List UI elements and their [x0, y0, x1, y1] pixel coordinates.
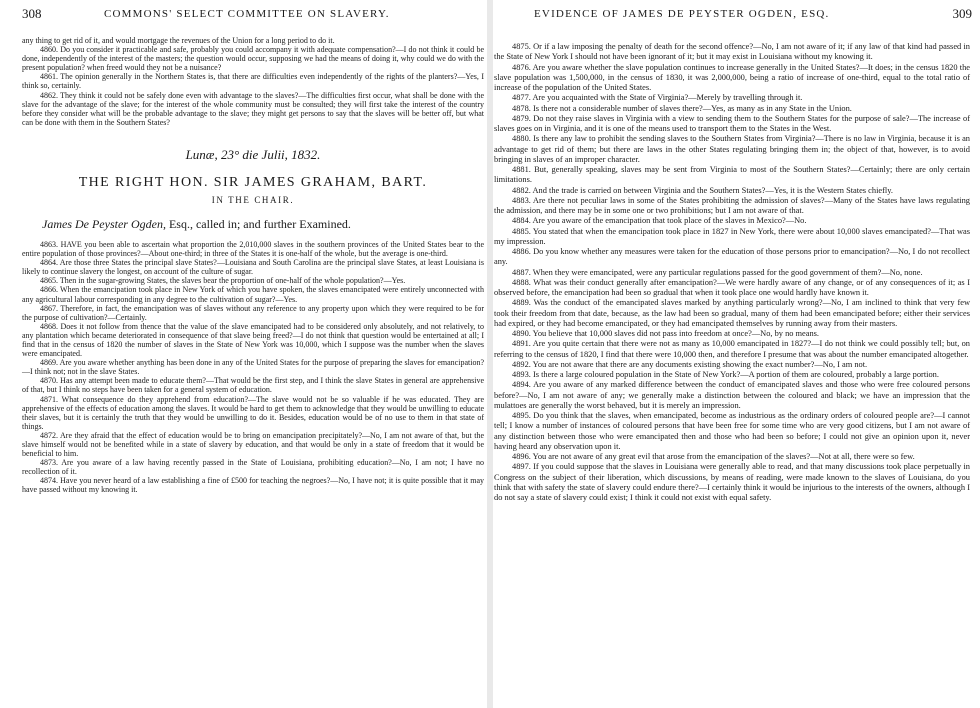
evidence-paragraph: 4878. Is there not a considerable number of slaves there?—Yes, as many as in any State in the Union. [512, 103, 852, 113]
evidence-paragraph: 4873. Are you aware of a law having recently passed in the State of Louisiana, prohibiting education?—No, I am not; I have no recollection of it. [22, 458, 484, 477]
evidence-paragraph: 4870. Has any attempt been made to educate them?—That would be the first step, and I think the slave States in general are apprehensive of that, but I think no steps have been taken for a general system of education. [22, 376, 484, 395]
left-top-paragraph: any thing to get rid of it, and would mortgage the revenues of the Union for a long period to do it. [22, 36, 335, 45]
evidence-paragraph: 4887. When they were emancipated, were any particular regulations passed for the good government of them?—No, none. [512, 267, 923, 277]
witness-called-in: Esq., called in; and further Examined. [168, 216, 351, 231]
chairman-name: THE RIGHT HON. SIR JAMES GRAHAM, BART. [78, 174, 428, 190]
right-running-head [492, 0, 980, 22]
in-the-chair-label: IN THE CHAIR. [211, 194, 295, 205]
evidence-paragraph: 4891. Are you quite certain that there were not as many as 10,000 emancipated in 1827?—I do not think we could possibly tell; but, on referring to the census of 1820, I find that there were 10,000 then, and therefore I presume that was about the number emancipated altogether. [494, 339, 970, 359]
session-heading [22, 147, 484, 205]
evidence-paragraph: 4875. Or if a law imposing the penalty of death for the second offence?—No, I am not aware of it; if any law of that kind had passed in the State of New York I should not have been ignorant of it; but it may exist in Louisiana without my knowing it. [494, 42, 970, 62]
evidence-paragraph: 4865. Then in the sugar-growing States, the slaves bear the proportion of one-half of the whole population?—Yes. [40, 276, 406, 286]
evidence-paragraph: 4883. Are there not peculiar laws in some of the States prohibiting the admission of slaves?—Many of the States have laws regulating the admission, and there may be in some one or two prohibitions; but I am not aware of that. [494, 195, 970, 215]
evidence-paragraph: 4895. Do you think that the slaves, when emancipated, become as industrious as the ordinary orders of coloured people are?—I cannot tell; I know a number of instances of coloured persons that have been free for some time who are very good citizens, but I am not aware of any distinction between those who were emancipated then and those who had been so before; I could not give an opinion upon it, never having heard any observation upon it. [494, 411, 970, 451]
left-running-head [0, 0, 488, 22]
evidence-paragraph: 4886. Do you know whether any measures were taken for the education of those persons prior to emancipation?—No, I do not recollect any. [494, 247, 970, 267]
evidence-paragraph: 4882. And the trade is carried on between Virginia and the Southern States?—Yes, it is the Western States chiefly. [512, 185, 893, 195]
left-page-number: 308 [22, 6, 42, 21]
evidence-paragraph: 4888. What was their conduct generally after emancipation?—We were hardly aware of any change, or of any consequences of it; as I observed before, the emancipation had been so gradual that when it took place one would hardly have known it. [494, 277, 970, 297]
witness-name: James De Peyster Ogden, [42, 216, 166, 231]
left-top-paragraph: 4861. The opinion generally in the Northern States is, that there are difficulties even independently of the rights of the planters?—Yes, I think so, certainly. [22, 72, 484, 91]
evidence-paragraph: 4892. You are not aware that there are any documents existing showing the exact number?—No, I am not. [512, 359, 868, 369]
evidence-paragraph: 4890. You believe that 10,000 slaves did not pass into freedom at once?—No, by no means. [512, 329, 820, 338]
evidence-paragraph: 4893. Is there a large coloured population in the State of New York?—A portion of them are coloured, probably a large portion. [512, 370, 939, 379]
evidence-paragraph: 4866. When the emancipation took place in New York of which you have spoken, the slaves emancipated were entirely unconnected with any agricultural labour corresponding in any degree to the cultivation of sugar?—Yes. [22, 285, 484, 304]
left-top-paragraph: 4860. Do you consider it practicable and safe, probably you could accompany it with adequate compensation?—I do not think it could be done, independently of the interest of the masters; the question would occur, supposing we had the means of doing it, why could we do with the present population? when freed would they not be a nuisance? [22, 45, 484, 73]
evidence-paragraph: 4872. Are they afraid that the effect of education would be to bring on emancipation precipitately?—No, I am not aware of that, but the slave himself would not be benefited while in a state of slavery by education, and that would be only in a state of freedom that it would be beneficial to him. [22, 430, 484, 459]
evidence-paragraph: 4896. You are not aware of any great evil that arose from the emancipation of the slaves?—Not at all, there were so few. [512, 452, 915, 461]
session-date: Lunæ, 23° die Julii, 1832. [185, 146, 321, 162]
evidence-paragraph: 4867. Therefore, in fact, the emancipation was of slaves without any reference to any property upon which they were required to be for the purpose of cultivation?—Certainly. [22, 303, 484, 322]
evidence-paragraph: 4871. What consequence do they apprehend from education?—The slave would not be so valuable if he was educated. They are apprehensive of the effects of education among the slaves. It would be hard to get them to acknowledge that they would be unwilling to educate their slaves, but it is certainly the truth that they would be unwilling to do it. Besides, education would be of no use to them in that state of things. [22, 394, 484, 431]
evidence-paragraph: 4869. Are you aware whether anything has been done in any of the United States for the purpose of preparing the slaves for emancipation?—I think not; not in the slave States. [22, 358, 484, 377]
evidence-paragraph: 4876. Are you aware whether the slave population continues to increase generally in the United States?—It does; in the census 1820 the slave population was 1,500,000, in the census of 1830, it was 2,000,000, being a ratio of increase of one-third, equal to the total ratio of increase of the population of the United States. [494, 62, 970, 92]
evidence-paragraph: 4877. Are you acquainted with the State of Virginia?—Merely by travelling through it. [512, 93, 803, 103]
evidence-paragraph: 4880. Is there any law to prohibit the sending slaves to the Southern States from Virginia?—There is no law in Virginia, because it is an advantage to get rid of them; but there are laws in the other States regulating bringing them in; the object of that, however, is to avoid bringing in slaves of an improper character. [494, 134, 970, 164]
evidence-paragraph: 4874. Have you never heard of a law establishing a fine of £500 for teaching the negroes?—No, I have not; it is quite possible that it may have passed without my knowing it. [22, 476, 484, 495]
right-page-body [492, 42, 980, 503]
left-running-title: COMMONS' SELECT COMMITTEE ON SLAVERY. [104, 8, 390, 20]
evidence-paragraph: 4864. Are those three States the principal slave States?—Louisiana and South Carolina are the principal slave States, at least Louisiana is likely to continue slavery the longest, on account of the culture of sugar. [22, 258, 484, 277]
left-top-paragraph: 4862. They think it could not be safely done even with advantage to the slaves?—The difficulties first occur, what shall be done with the slave for the advantage of the slave; for the interest of the whole community must be consulted; they will first take the interest of the country before they consider what will be the probable advantage to the slave; they might get persons to say that the slaves will be better off, but what can be done with them in the Southern States? [22, 90, 484, 127]
left-page [0, 0, 488, 708]
evidence-paragraph: 4889. Was the conduct of the emancipated slaves marked by anything particularly wrong?—No, I am inclined to think that very few took their freedom from that date, because, as the law had been so gradual, many of them had been emancipated before; either their services had expired, or they had become emancipated, or they had emancipated themselves by running away from their masters. [494, 298, 970, 328]
evidence-paragraph: 4894. Are you aware of any marked difference between the conduct of emancipated slaves and those who were free coloured persons before?—No, I am not aware of any; we generally make a distinction between the coloured and black; we have an impression that the mulattoes are generally the worst behaved, but it is merely an impression. [494, 380, 970, 410]
evidence-paragraph: 4879. Do not they raise slaves in Virginia with a view to sending them to the Southern States for the purpose of sale?—The increase of slaves goes on in Virginia, and it is one of the means used to transport them to the States in the West. [494, 113, 970, 133]
right-page [492, 0, 980, 708]
right-page-number: 309 [952, 6, 972, 21]
witness-heading [42, 217, 484, 232]
evidence-paragraph: 4885. You stated that when the emancipation took place in 1827 in New York, there were about 10,000 slaves emancipated?—That was my impression. [494, 226, 970, 246]
right-running-title: EVIDENCE OF JAMES DE PEYSTER OGDEN, ESQ. [534, 8, 830, 20]
evidence-paragraph: 4868. Does it not follow from thence that the value of the slave emancipated had to be considered only absolutely, and not relatively, to any plantation which became deteriorated in consequence of that slave being freed?—I do not think that question would be entertained at all; I find that in the census of 1820 the number of slaves in the State of New York was 10,000, which I suppose was the number when the slaves were emancipated. [22, 321, 484, 359]
evidence-paragraph: 4881. But, generally speaking, slaves may be sent from Virginia to most of the Southern States?—Certainly; there are only certain limitations. [494, 165, 970, 185]
evidence-paragraph: 4863. HAVE you been able to ascertain what proportion the 2,010,000 slaves in the southern provinces of the United States bear to the entire population of those provinces?—About one-third; in three of the States it is one-half of the whole, but the average is one-third. [22, 239, 484, 259]
evidence-paragraph: 4897. If you could suppose that the slaves in Louisiana were generally able to read, and that many discussions took place perpetually in Congress on the subject of their liberation, which discussions, by means of reading, were made known to the slaves of Louisiana, do you think that with safety the state of slavery could endure there?—I certainly think it would be injurious to the interests of the owners, although I do not say a state of slavery could exist; I think it could not exist with equal safety. [494, 462, 970, 502]
evidence-paragraph: 4884. Are you aware of the emancipation that took place of the slaves in Mexico?—No. [512, 216, 807, 226]
left-page-body [0, 36, 488, 495]
